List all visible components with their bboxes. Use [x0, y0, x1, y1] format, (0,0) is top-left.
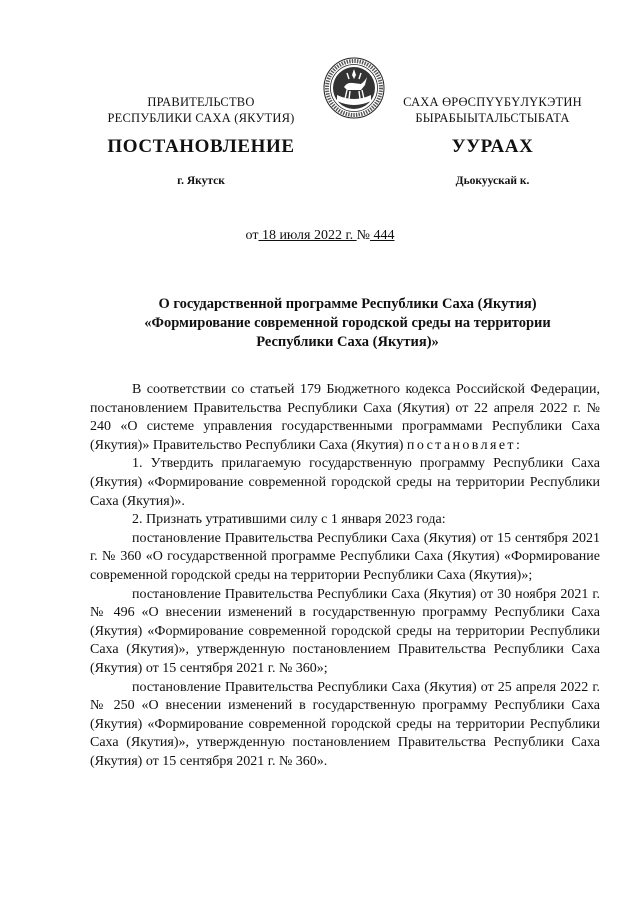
- document-title: [90, 295, 605, 352]
- sub-item-2: постановление Правительства Республики Саха (Якутия) от 30 ноября 2021 г. № 496 «О внесении изменений в государственную программу Республики Саха (Якутия) «Формирование современной городской среды на территории Республики Саха (Якутия)», утвержденную постановлением Правительства Республики Саха (Якутия) от 15 сентября 2021 г. № 360»;: [90, 586, 600, 676]
- city-ru: г. Якутск: [177, 175, 225, 187]
- coat-of-arms-emblem: [323, 57, 385, 119]
- intro-text: В соответствии со статьей 179 Бюджетного кодекса Российской Федерации, постановлением Правительства Республики Саха (Якутия) от 22 апреля 2022 г. № 240 «О системе управления государственными программами Республики Саха (Якутия)» Правительство Республики Саха (Якутия): [90, 382, 600, 453]
- document-date: 18 июля 2022 г.: [258, 228, 357, 243]
- city-sakha: Дьокуускай к.: [455, 175, 530, 187]
- title-line-3: Республики Саха (Якутия)»: [256, 334, 439, 350]
- government-name-sakha: [385, 94, 600, 126]
- doc-type-sakha: УУРААХ: [451, 136, 534, 157]
- government-sakha-line-2: БЫРАБЫЫТАЛЬСТЫБАТА: [415, 111, 570, 125]
- document-body: [90, 381, 600, 771]
- title-line-1: О государственной программе Республики Саха (Якутия): [158, 296, 537, 312]
- title-line-2: «Формирование современной городской среды на территории: [144, 315, 551, 331]
- intro-paragraph: [90, 381, 600, 455]
- government-sakha-line-1: САХА ӨРӨСПҮҮБҮЛҮКЭТИН: [403, 95, 582, 109]
- sub-item-1: постановление Правительства Республики Саха (Якутия) от 15 сентября 2021 г. № 360 «О государственной программе Республики Саха (Якутия) «Формирование современной городской среды на территории Республики Саха (Якутия)»;: [90, 530, 600, 583]
- doc-type-ru: ПОСТАНОВЛЕНИЕ: [107, 136, 295, 157]
- date-prefix: от: [245, 228, 259, 243]
- item-2: 2. Признать утратившими силу с 1 января 2023 года:: [132, 512, 446, 528]
- resolves-word: постановляет:: [406, 437, 523, 453]
- government-line-2: РЕСПУБЛИКИ САХА (ЯКУТИЯ): [107, 111, 295, 125]
- document-number: 444: [370, 228, 395, 243]
- item-1: 1. Утвердить прилагаемую государственную программу Республики Саха (Якутия) «Формирование современной городской среды на территории Республики Саха (Якутия)».: [90, 456, 600, 509]
- number-sign: №: [356, 228, 370, 243]
- sub-item-3: постановление Правительства Республики Саха (Якутия) от 25 апреля 2022 г. № 250 «О внесении изменений в государственную программу Республики Саха (Якутия) «Формирование современной городской среды на территории Республики Саха (Якутия)», утвержденную постановлением Правительства Республики Саха (Якутия) от 15 сентября 2021 г. № 360».: [90, 679, 600, 769]
- government-line-1: ПРАВИТЕЛЬСТВО: [147, 95, 255, 109]
- date-number-line: [0, 228, 640, 244]
- government-name-ru: [96, 94, 306, 126]
